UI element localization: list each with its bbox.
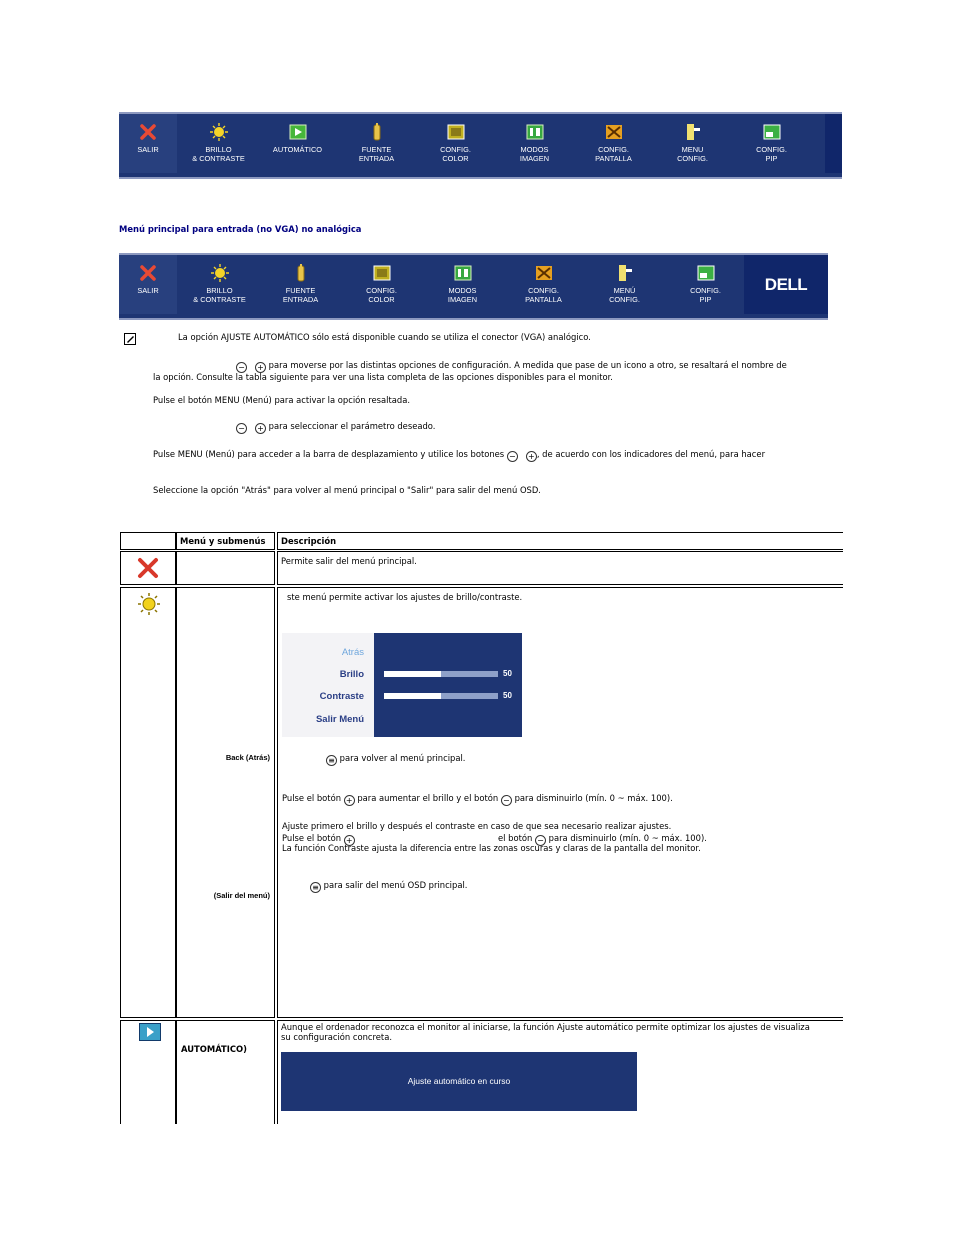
plus-button-icon: + <box>255 423 266 434</box>
menubar-item-label: CONFIG. PIP <box>690 286 721 304</box>
plus-button-icon: + <box>344 795 355 806</box>
menu-settings-icon <box>684 123 702 141</box>
display-settings-icon <box>535 264 553 282</box>
brightness-icon <box>210 123 228 141</box>
step-1-cont: la opción. Consulte la tabla siguiente para ver una lista completa de las opciones disponibles para el monitor. <box>153 372 613 382</box>
auto-adjust-icon <box>289 123 307 141</box>
menubar-item-brightness[interactable] <box>179 255 260 314</box>
display-settings-icon <box>605 123 623 141</box>
menubar-item-label: SALIR <box>137 286 159 295</box>
menubar-item-label: SALIR <box>137 145 159 154</box>
step-1: − + para moverse por las distintas opciones de configuración. A medida que pase de un icono a otro, se resaltará el nombre de <box>236 360 787 373</box>
menubar-item-label: CONFIG. COLOR <box>440 145 471 163</box>
exit-icon <box>139 123 157 141</box>
menubar-item-label: MODOS IMAGEN <box>519 145 550 163</box>
brightness-icon <box>137 592 161 616</box>
step-5: Seleccione la opción "Atrás" para volver al menú principal o "Salir" para salir del menú OSD. <box>153 485 541 495</box>
menubar-item-input-source[interactable] <box>337 114 416 173</box>
auto-adjust-progress-text: Ajuste automático en curso <box>407 1076 511 1086</box>
contrast-desc-2b: el botón − para disminuirlo (mín. 0 ~ máx. 100). <box>498 833 707 845</box>
menubar-item-color-settings[interactable] <box>341 255 422 314</box>
menu-button-icon: ≡ <box>310 882 321 893</box>
auto-desc-1: Aunque el ordenador reconozca el monitor al iniciarse, la función Ajuste automático permite optimizar los ajustes de visualiza <box>281 1022 810 1032</box>
exit-icon <box>137 557 159 579</box>
contrast-desc-2: Pulse el botón + <box>282 833 355 846</box>
contrast-desc-3: La función Contraste ajusta la diferencia entre las zonas oscuras y claras de la pantalla del monitor. <box>282 843 701 853</box>
picture-modes-icon <box>454 264 472 282</box>
note-icon <box>124 330 136 342</box>
menubar-item-menu-settings[interactable] <box>584 255 665 314</box>
pip-settings-icon <box>697 264 715 282</box>
minus-button-icon: − <box>236 423 247 434</box>
menubar-item-auto-adjust[interactable] <box>258 114 337 173</box>
brightness-slider-fill <box>384 671 441 677</box>
menu-button-icon: ≡ <box>326 755 337 766</box>
menubar-item-label: MENU CONFIG. <box>677 145 708 163</box>
header-icon-cell <box>120 532 176 550</box>
header-menu: Menú y submenús <box>176 532 275 550</box>
color-settings-icon <box>447 123 465 141</box>
step-2: Pulse el botón MENU (Menú) para activar la opción resaltada. <box>153 395 411 405</box>
brightness-intro: ste menú permite activar los ajustes de brillo/contraste. <box>287 592 523 602</box>
menubar-item-display-settings[interactable] <box>574 114 653 173</box>
color-settings-icon <box>373 264 391 282</box>
minus-button-icon: − <box>535 835 546 846</box>
menubar-item-label: CONFIG. PANTALLA <box>595 145 632 163</box>
menubar-item-display-settings[interactable] <box>503 255 584 314</box>
brightness-icon <box>211 264 229 282</box>
menubar-item-label: CONFIG. PIP <box>756 145 787 163</box>
page-bottom-margin <box>100 1124 860 1235</box>
back-description: ≡ para volver al menú principal. <box>326 753 465 766</box>
menubar-item-label: BRILLO & CONTRASTE <box>192 145 245 163</box>
menubar-item-label: BRILLO & CONTRASTE <box>193 286 246 304</box>
contrast-slider-fill <box>384 693 441 699</box>
exit-icon <box>139 264 157 282</box>
menubar-item-label: MENÚ CONFIG. <box>609 286 640 304</box>
plus-button-icon: + <box>526 451 537 462</box>
exit-desc-cell <box>277 551 847 585</box>
exit-menu-label: (Salir del menú) <box>213 891 270 900</box>
osd-brightness-label[interactable]: Brillo <box>339 669 364 680</box>
pip-settings-icon <box>763 123 781 141</box>
contrast-value: 50 <box>503 691 512 700</box>
menubar-item-label: AUTOMÁTICO <box>272 145 323 154</box>
menubar-item-brightness[interactable] <box>179 114 258 173</box>
brightness-value: 50 <box>503 669 512 678</box>
contrast-slider[interactable] <box>384 693 498 699</box>
menubar-item-exit[interactable] <box>119 114 177 173</box>
dell-logo: DELL <box>744 255 828 314</box>
section-heading: Menú principal para entrada (no VGA) no analógica <box>119 224 362 234</box>
osd-exit-label[interactable]: Salir Menú <box>315 714 364 725</box>
menubar-item-picture-modes[interactable] <box>422 255 503 314</box>
menubar-item-label: MODOS IMAGEN <box>447 286 478 304</box>
plus-button-icon: + <box>344 835 355 846</box>
step-4: Pulse MENU (Menú) para acceder a la barra de desplazamiento y utilice los botones − + , de acuerdo con los indicadores del menú, para hacer <box>153 449 766 461</box>
menubar-item-input-source[interactable] <box>260 255 341 314</box>
input-source-icon <box>292 264 310 282</box>
menubar-item-label: FUENTE ENTRADA <box>282 286 319 304</box>
note-text: La opción AJUSTE AUTOMÁTICO sólo está disponible cuando se utiliza el conector (VGA) analógico. <box>178 332 591 342</box>
menubar-item-pip-settings[interactable] <box>732 114 811 173</box>
exit-description: Permite salir del menú principal. <box>281 556 417 566</box>
contrast-desc-1: Ajuste primero el brillo y después el contraste en caso de que sea necesario realizar ajustes. <box>282 821 672 831</box>
page-right-margin <box>843 525 954 1135</box>
step-3: − + para seleccionar el parámetro deseado. <box>236 421 435 434</box>
brightness-osd-panel <box>282 633 522 737</box>
osd-menubar-analog <box>119 112 842 179</box>
menubar-item-picture-modes[interactable] <box>495 114 574 173</box>
brightness-description: Pulse el botón + para aumentar el brillo y el botón − para disminuirlo (mín. 0 ~ máx. 100). <box>282 793 673 805</box>
brightness-menu-cell <box>176 587 275 1018</box>
auto-label: AUTOMÁTICO) <box>181 1044 247 1054</box>
header-description: Descripción <box>277 532 847 550</box>
minus-button-icon: − <box>507 451 518 462</box>
input-source-icon <box>368 123 386 141</box>
menubar-item-pip-settings[interactable] <box>665 255 746 314</box>
auto-menu-cell <box>176 1020 275 1130</box>
menubar-logo-edge <box>825 114 842 173</box>
back-label: Back (Atrás) <box>225 753 270 762</box>
exit-menu-cell <box>176 551 275 585</box>
menubar-item-label: CONFIG. COLOR <box>366 286 397 304</box>
auto-icon-cell <box>120 1020 176 1130</box>
osd-contrast-label[interactable]: Contraste <box>319 691 364 702</box>
menubar-item-menu-settings[interactable] <box>653 114 732 173</box>
menubar-item-color-settings[interactable] <box>416 114 495 173</box>
minus-button-icon: − <box>236 362 247 373</box>
menubar-item-exit[interactable] <box>119 255 177 314</box>
menu-settings-icon <box>616 264 634 282</box>
brightness-slider[interactable] <box>384 671 498 677</box>
auto-desc-2: su configuración concreta. <box>281 1032 393 1042</box>
menubar-item-label: CONFIG. PANTALLA <box>525 286 562 304</box>
exit-menu-description: ≡ para salir del menú OSD principal. <box>310 880 467 893</box>
picture-modes-icon <box>526 123 544 141</box>
auto-adjust-progress-panel <box>281 1052 637 1111</box>
osd-menubar-digital <box>119 253 828 320</box>
auto-adjust-icon <box>139 1023 161 1041</box>
osd-label-column <box>282 633 374 737</box>
brightness-icon-cell <box>120 587 176 1018</box>
minus-button-icon: − <box>501 795 512 806</box>
osd-value-column <box>374 633 522 737</box>
plus-button-icon: + <box>255 362 266 373</box>
osd-back-label[interactable]: Atrás <box>341 647 364 658</box>
exit-icon-cell <box>120 551 176 585</box>
menubar-item-label: FUENTE ENTRADA <box>358 145 395 163</box>
